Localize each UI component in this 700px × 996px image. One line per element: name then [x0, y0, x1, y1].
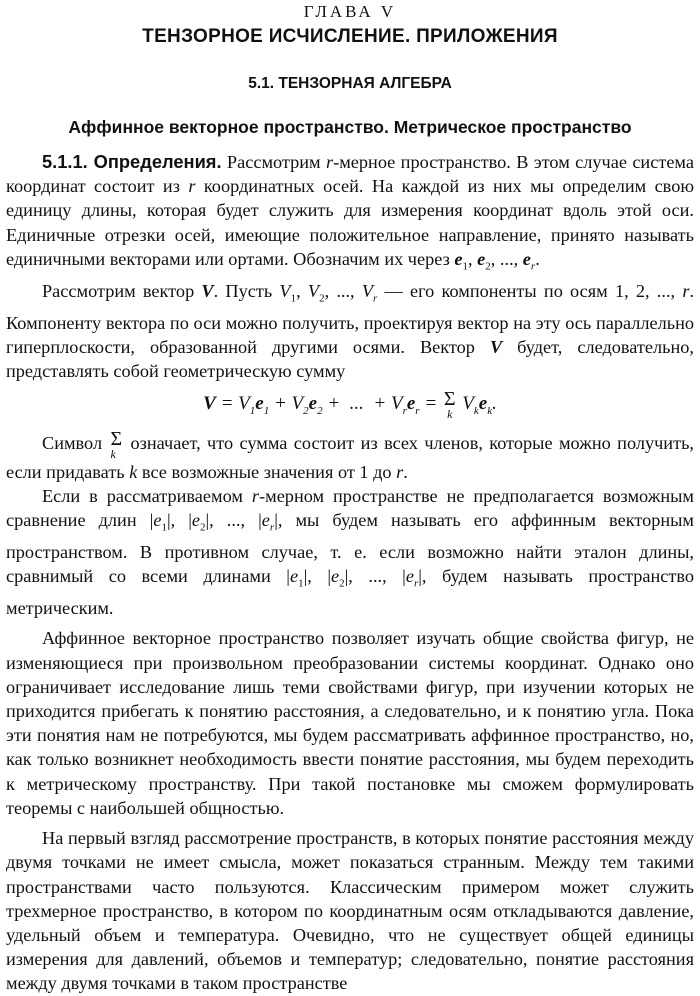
section-title: 5.1. ТЕНЗОРНАЯ АЛГЕБРА: [248, 75, 452, 92]
paragraph-sum-symbol: Символ Σ k означает, что сумма состоит из всех членов, которые можно получить, если придавать k все возможные значения от 1 до r.: [6, 427, 694, 482]
vector-sum-formula: $V = V_1e_1 + V_2e_2$ + ... + $V_re_r$ = Σ k $V_ke_k$.: [203, 387, 497, 421]
paragraph-definitions: 5.1.1. Определения. Рассмотрим r-мерное пространство. В этом случае система координат состоит из r координатных осей. На каждой из них мы определим свою единицу длины, которая будет служить для измерения координат вдоль этой оси. Единичные отрезки осей, имеющие положительное направление, принято называть единичными векторами или ортами. Обозначим их через $e_1$, $e_2$, ..., $e_r$.: [6, 151, 694, 273]
paragraph-affine-definition: Если в рассматриваемом r-мерном пространстве не предполагается возможным сравнение длин $|e_1|$, $|e_2|$, ..., $|e_r|$, мы будем называть его аффинным векторным пространством. В противном случае, т. е. если возможно найти эталон длины, сравнимый со всеми длинами $|e_1|$, $|e_2|$, ..., $|e_r|$, будем называть пространство метрическим.: [6, 486, 695, 619]
body-text: [6, 150, 694, 996]
subsection-title: Аффинное векторное пространство. Метрическое пространство: [68, 117, 632, 137]
sum-symbol-inline: Σ k: [110, 427, 123, 461]
paragraph-affine-properties: Аффинное векторное пространство позволяет изучать общие свойства фигур, не изменяющиеся при произвольном преобразовании системы координат. Однако оно ограничивает исследование лишь теми свойствами фигур, при изучении которых не приходится прибегать к понятию расстояния, а следовательно, и к понятию угла. Пока эти понятия нам не потребуются, мы будем рассматривать аффинное пространство, но, как только возникнет необходимость ввести понятие расстояния, мы будем переходить к метрическому пространству. При такой постановке мы сможем формулировать теоремы с наибольшей общностью.: [6, 628, 694, 818]
chapter-title: ТЕНЗОРНОЕ ИСЧИСЛЕНИЕ. ПРИЛОЖЕНИЯ: [142, 26, 558, 47]
sum-symbol: Σ k: [443, 387, 456, 421]
paragraph-heading: 5.1.1. Определения.: [42, 151, 222, 172]
chapter-label: ГЛАВА V: [303, 2, 397, 21]
paragraph-vector: Рассмотрим вектор V. Пусть $V_1$, $V_2$, ..., $V_r$ — его компоненты по осям 1, 2, ..., r. Компоненту вектора по оси можно получить, проектируя вектор на эту ось параллельно гиперплоскости, образованной другими осями. Вектор V будет, следовательно, представлять собой геометрическую сумму: [6, 280, 695, 381]
paragraph-example: На первый взгляд рассмотрение пространств, в которых понятие расстояния между двумя точками не имеет смысла, может показаться странным. Между тем такими пространствами часто пользуются. Классическим примером может служить трехмерное пространство, в котором по координатным осям откладываются давление, удельный объем и температура. Очевидно, что не существует общей единицы измерения для давлений, объемов и температур; следовательно, понятие расстояния между двумя точками в таком пространстве: [6, 828, 694, 994]
